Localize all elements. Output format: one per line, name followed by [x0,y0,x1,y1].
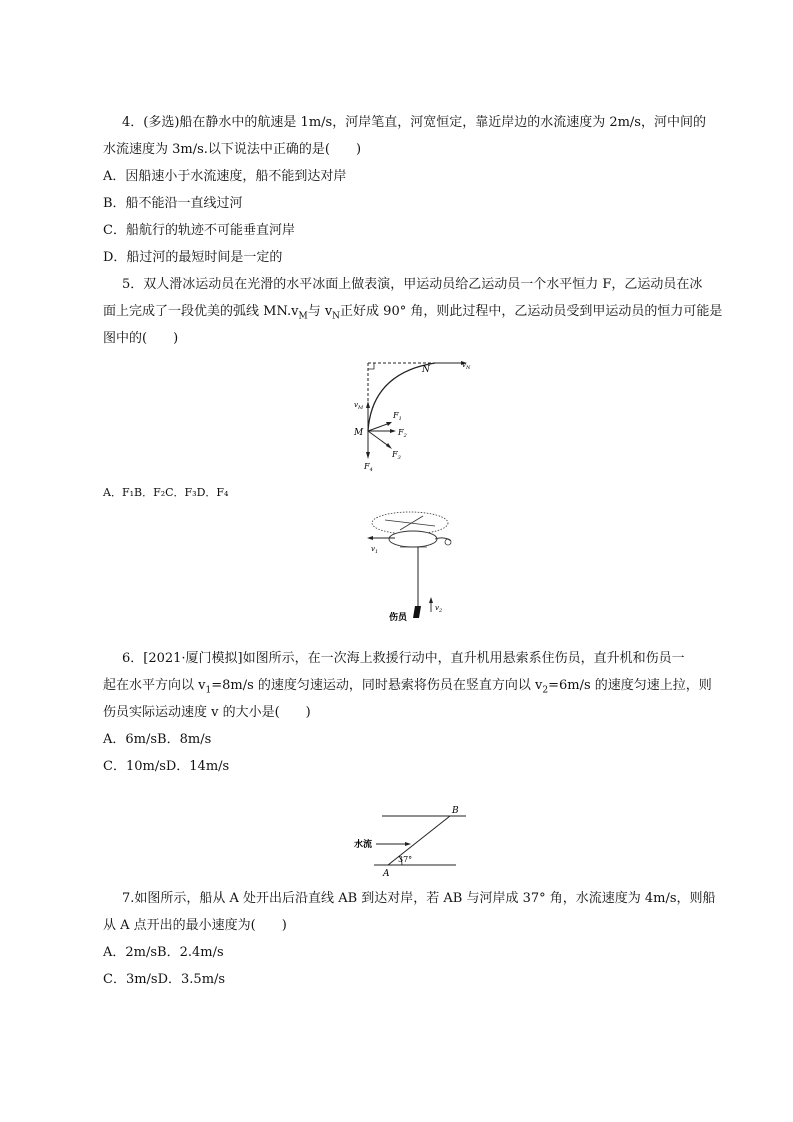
q7-options-cd: C．3m/sD．3.5m/s [103,972,226,987]
label-F3: $F_3$ [392,450,401,461]
q4-stem-line2: 水流速度为 3m/s.以下说法中正确的是( ) [103,142,362,157]
label-N: N [422,365,430,375]
label-A: A [383,869,390,879]
q5-stem-line2: 面上完成了一段优美的弧线 $MN.v_M$与 $v_N$正好成 90° 角，则此过程中，乙运动员受到甲运动员的恒力可能是 [103,304,723,322]
label-v1: $v_1$ [371,545,379,555]
label-vN: $v_N$ [462,361,471,371]
q7-options-ab: A．2m/sB．2.4m/s [103,945,224,960]
q6-options-ab: A．6m/sB．8m/s [103,732,212,747]
q7-river-figure [350,800,470,880]
q6-options-cd: C．10m/sD．14m/s [103,759,230,774]
label-v2: $v_2$ [435,604,443,614]
q5-options: A．F₁B．F₂C．F₃D．F₄ [103,486,229,499]
label-B: B [452,806,459,816]
q4-option-b: B．船不能沿一直线过河 [103,196,243,211]
label-injured: 伤员 [389,613,408,623]
q6-stem-line2: 起在水平方向以 $v_1=8m/s$ 的速度匀速运动，同时悬索将伤员在竖直方向以 $v_2=6m/s$ 的速度匀速上拉，则 [103,678,712,696]
label-angle: 37° [398,855,413,864]
label-water-flow: 水流 [354,840,373,850]
label-M: M [354,428,364,438]
q6-stem-line3: 伤员实际运动速度 v 的大小是( ) [103,705,311,720]
label-F4: $F_4$ [364,462,373,473]
q4-option-a: A．因船速小于水流速度，船不能到达对岸 [103,169,347,184]
q5-stem-line1: 5．双人滑冰运动员在光滑的水平冰面上做表演，甲运动员给乙运动员一个水平恒力 F，乙运动员在冰 [122,277,703,292]
label-F1: $F_1$ [393,411,402,422]
label-vM: $v_M$ [354,401,364,411]
label-F2: $F_2$ [398,428,407,439]
q7-stem-line1: 7.如图所示，船从 A 处开出后沿直线 AB 到达对岸，若 AB 与河岸成 37° 角，水流速度为 4m/s，则船 [122,891,716,906]
q5-figure [340,355,480,475]
q6-stem-line1: 6．[2021·厦门模拟]如图所示，在一次海上救援行动中，直升机用悬索系住伤员，直升机和伤员一 [122,651,685,666]
q6-helicopter-figure [355,508,465,628]
q4-stem-line1: 4．(多选)船在静水中的航速是 1m/s，河岸笔直，河宽恒定，靠近岸边的水流速度为 2m/s，河中间的 [122,115,706,130]
q4-option-d: D．船过河的最短时间是一定的 [103,250,283,265]
q5-stem-line3: 图中的( ) [103,331,179,346]
q7-stem-line2: 从 A 点开出的最小速度为( ) [103,918,287,933]
q4-option-c: C．船航行的轨迹不可能垂直河岸 [103,223,295,238]
